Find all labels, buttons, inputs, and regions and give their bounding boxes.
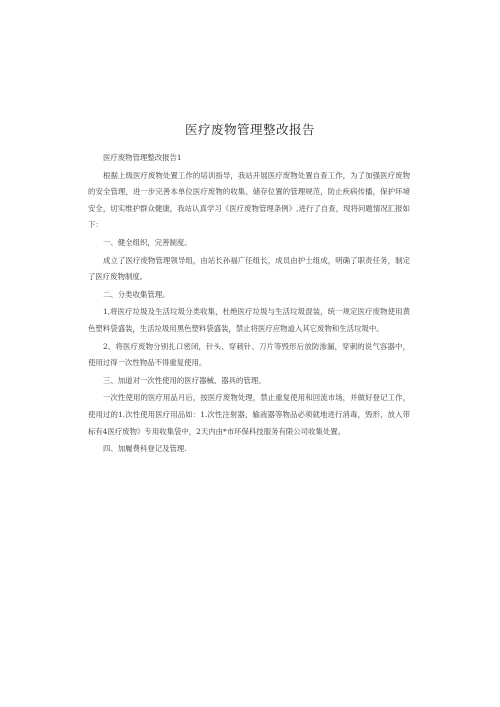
paragraph-section-3: 一次性使用的医疗用品月后，按医疗废物处理，禁止重复使用和回流市场，并做好登记工作，使用过的1.次性使用医疗用品如：1.次性注射器，输液器等物品必须就地进行消毒，毁形，放入带标有4医疗废物》专用收集袋中，2天内由*市环保科技服务有限公司收集处置。 [88, 393, 410, 436]
section-heading-1: 一、健全组织，完善制度。 [103, 237, 192, 247]
report-subtitle: 医疗废物管理整改报告1 [103, 153, 182, 162]
document-body [88, 150, 410, 459]
document-title: 医疗废物管理整改报告 [184, 122, 315, 137]
section-heading-4: 四、加履费科登记及管理. [103, 444, 187, 454]
paragraph-item-1: 1,将医疗垃圾及生活垃圾分类收集，杜绝医疗垃圾与生活垃圾混装，统一规定医疗废物使用黄色塑料袋盛装，生活垃圾用黑色塑料袋盛装，禁止将医疗应物道入其它废物和生活垃圾中。 [88, 307, 410, 333]
paragraph-item-2: 2、将医疗废物分别扎口密闭，针头、穿刺针、刀片等毁形后放防渗漏，穿刺的说气容器中，使用过得一次性物品不得重复使用。 [88, 341, 410, 368]
paragraph-intro: 根据上级医疗废物处置工作的培训指导，我站开展医疗废物处置自查工作，为了加强医疗废物的安全管理，进一步完善本单位医疗废物的收集、储存位置的管理规范，防止疾病传播，保护环境安全，切实维护群众健康，我站认真学习《医疗废物管理条例》,进行了自查，现将问题情况汇报如下： [88, 170, 410, 230]
paragraph-section-1: 成立了医疗废物管理领导组，由站长孙福广任组长，成员由护士组成，明确了职责任务，制定了医疗废物制度。 [88, 255, 410, 282]
section-heading-2: 二、分类收集管理。 [103, 289, 170, 299]
section-heading-3: 三、加道对一次性使用的医疗器械、器具的管理。 [103, 375, 266, 385]
